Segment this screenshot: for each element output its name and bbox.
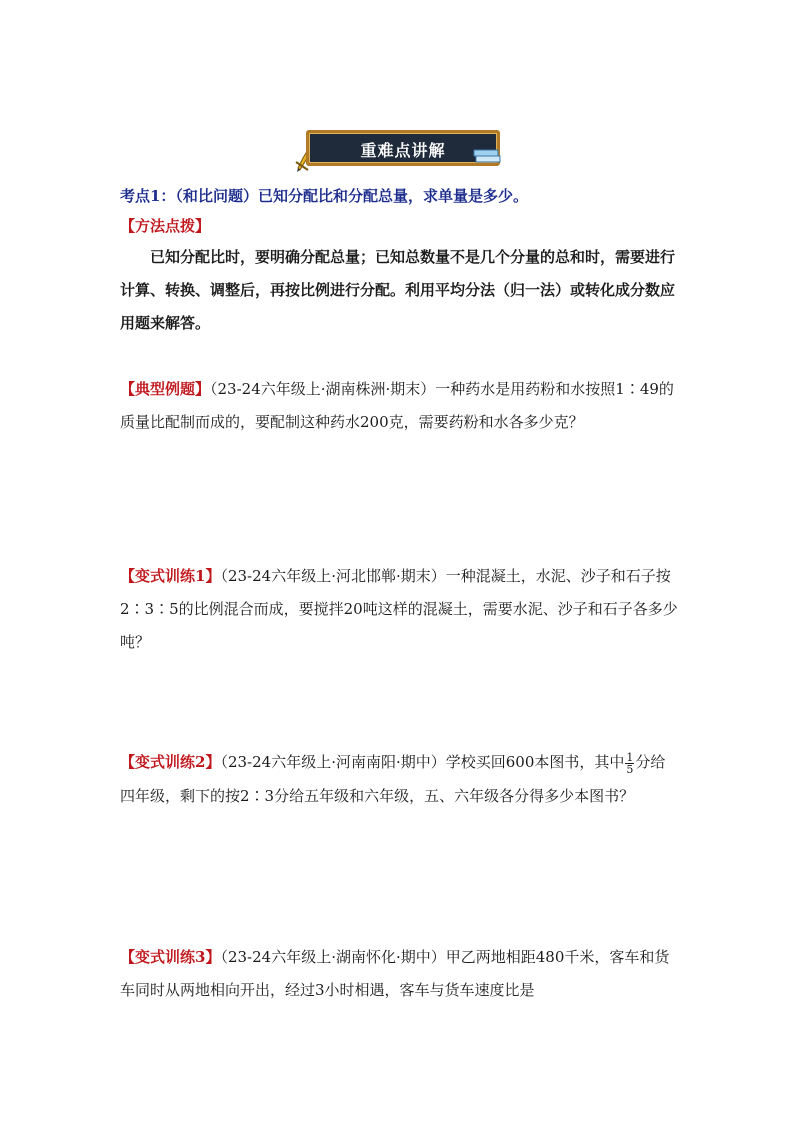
method-heading: 【方法点拨】 — [120, 217, 211, 235]
training1-question — [120, 560, 680, 659]
book-icon — [472, 146, 502, 166]
example-tag: 【典型例题】 — [120, 380, 211, 398]
fraction — [625, 752, 634, 775]
training1-tag: 【变式训练1】 — [120, 567, 221, 585]
training2-text-before: （23-24六年级上·河南南阳·期中）学校买回600本图书，其中 — [220, 753, 625, 771]
fraction-denominator: 5 — [626, 762, 634, 776]
kaodian-heading: 考点1：（和比问题）已知分配比和分配总量，求单量是多少。 — [120, 187, 528, 205]
training3-question — [120, 941, 680, 1007]
method-body: 已知分配比时，要明确分配总量；已知总数量不是几个分量的总和时，需要进行计算、转换、调整后，再按比例进行分配。利用平均分法（归一法）或转化成分数应用题来解答。 — [120, 248, 676, 332]
training3-tag: 【变式训练3】 — [120, 948, 221, 966]
example-text: （23-24六年级上·湖南株洲·期末）一种药水是用药粉和水按照1∶49的质量比配制而成的，要配制这种药水200克，需要药粉和水各多少克？ — [120, 380, 674, 431]
training3-text: （23-24六年级上·湖南怀化·期中）甲乙两地相距480千米，客车和货车同时从两地相向开出，经过3小时相遇，客车与货车速度比是 — [120, 948, 670, 999]
banner-title: 重难点讲解 — [360, 141, 446, 160]
training2-text-after: 分给四年级，剩下的按2∶3分给五年级和六年级，五、六年级各分得多少本图书？ — [120, 753, 666, 805]
fraction-numerator: 1 — [626, 750, 634, 764]
training2-tag: 【变式训练2】 — [120, 753, 221, 771]
training2-question — [120, 745, 680, 813]
section-banner — [294, 124, 504, 172]
banner-plate — [306, 130, 500, 166]
example-question — [120, 373, 680, 439]
training1-text: （23-24六年级上·河北邯郸·期末）一种混凝土，水泥、沙子和石子按2∶3∶5的比例混合而成，要搅拌20吨这样的混凝土，需要水泥、沙子和石子各多少吨？ — [120, 567, 678, 651]
